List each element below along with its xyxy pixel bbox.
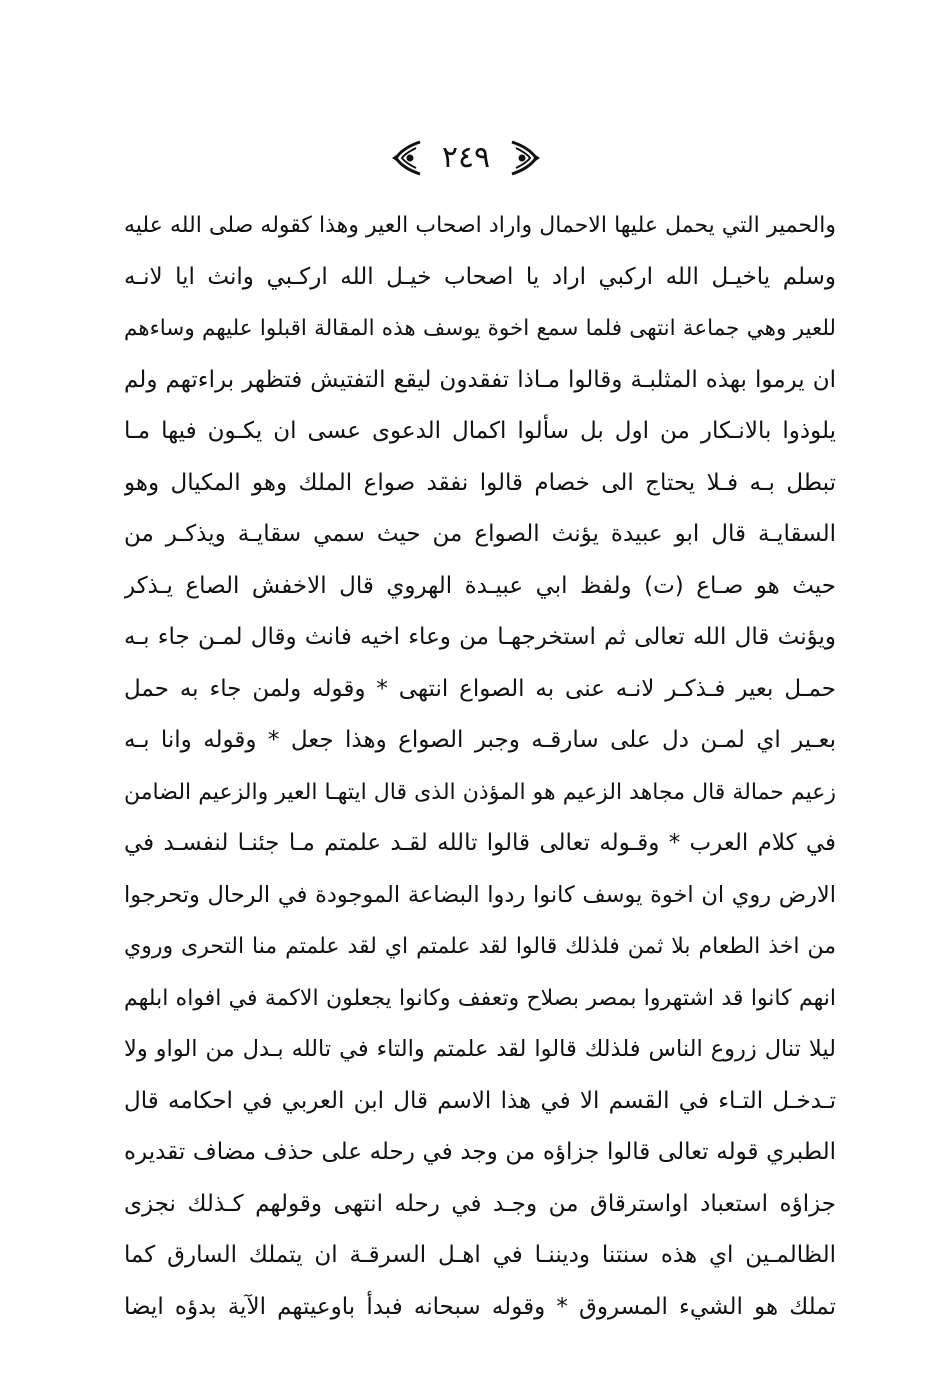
text-line: والحمير التي يحمل عليها الاحمال واراد اصحاب العير وهذا كقوله صلى الله عليه (124, 213, 836, 238)
text-line: بعـير اي لمـن دل على سارقـه وجبر الصواع وهذا جعل * وقوله وانا بـه (124, 727, 836, 753)
page-header (0, 130, 932, 186)
page-number: ٢٤٩ (441, 140, 491, 175)
text-line: تملك هو الشيء المسروق * وقوله سبحانه فبدأ باوعيتهم الآية بدؤه ايضا (124, 1293, 836, 1320)
text-line: انهم كانوا قد اشتهروا بمصر بصلاح وتعفف وكانوا يجعلون الاكمة في افواه ابلهم (124, 985, 836, 1011)
text-line: وسلم ياخيـل الله اركبي اراد يا اصحاب خيـل الله اركـبي وانث ايا لانـه (124, 263, 836, 290)
text-line: حمـل بعير فـذكـر لانـه عنى به الصواع انتهى * وقوله ولمن جاء به حمل (124, 675, 836, 702)
text-line: حيث هو صـاع (ت) ولفظ ابي عبيـدة الهروي قال الاخفش الصاع يـذكر (124, 572, 836, 599)
text-line: السقايـة قال ابو عبيدة يؤنث الصواع من حيث سمي سقايـة ويذكـر من (124, 521, 836, 547)
right-ornament-icon (508, 138, 542, 178)
text-line: تبطل بـه فـلا يحتاج الى خصام قالوا نفقد صواع الملك وهو المكيال وهو (124, 469, 836, 496)
left-ornament-icon (390, 138, 424, 178)
text-line: ان يرموا بهذه المثلبـة وقالوا مـاذا تفقدون ليقع التفتيش فتظهر براءتهم ولم (124, 366, 836, 393)
text-line: جزاؤه استعباد اواسترقاق من وجـد في رحله انتهى وقولهم كـذلك نجزى (124, 1190, 836, 1217)
text-line: تـدخـل التـاء في القسم الا في هذا الاسم قال ابن العربي في احكامه قال (124, 1087, 836, 1114)
text-line: يلوذوا بالانـكار من اول بل سألوا اكمال الدعوى عسى ان يكـون فيها مـا (124, 418, 836, 444)
text-line: من اخذ الطعام بلا ثمن فلذلك قالوا لقد علمتم اي لقد علمتم منا التحرى وروي (124, 934, 836, 959)
text-line: زعيم حمالة قال مجاهد الزعيم هو المؤذن الذى قال ايتهـا العير والزعيم الضامن (124, 779, 836, 805)
text-line: للعير وهي جماعة انتهى فلما سمع اخوة يوسف هذه المقالة اقبلوا عليهم وساءهم (124, 316, 836, 341)
text-line: ليلا تنال زروع الناس فلذلك قالوا لقد علمتم والتاء في تالله بـدل من الواو ولا (124, 1036, 836, 1062)
text-line: في كلام العرب * وقـوله تعالى قالوا تالله لقـد علمتم مـا جئنـا لنفسـد في (124, 830, 836, 856)
text-line: الطبري قوله تعالى قالوا جزاؤه من وجد في رحله على حذف مضاف تقديره (124, 1139, 836, 1165)
body-text (124, 200, 836, 1333)
text-line: الارض روي ان اخوة يوسف كانوا ردوا البضاعة الموجودة في الرحال وتحرجوا (124, 881, 836, 908)
text-line: ويؤنث قال الله تعالى ثم استخرجهـا من وعاء اخيه فانث وقال لمـن جاء بـه (124, 624, 836, 650)
text-line: الظالمـين اي هذه سنتنا وديننـا في اهـل السرقـة ان يتملك السارق كما (124, 1242, 836, 1268)
